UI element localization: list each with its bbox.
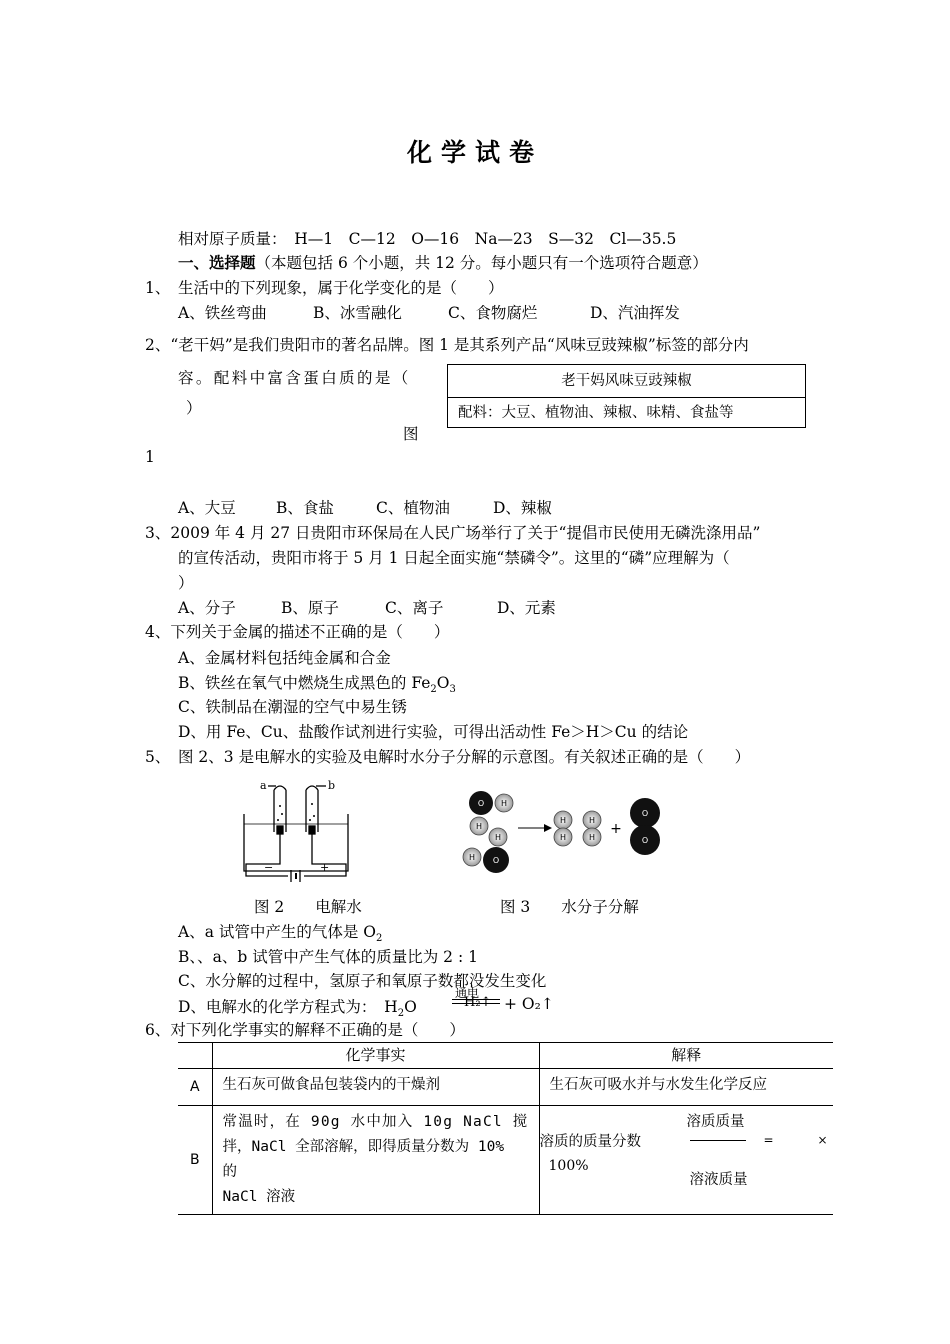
atom-o-4: O <box>641 836 649 845</box>
row-b-equals: = <box>763 1133 774 1147</box>
atomic-masses: 相对原子质量： H—1 C—12 O—16 Na—23 S—32 Cl—35.5 <box>178 230 677 248</box>
q2-option-c: C、植物油 <box>376 499 450 517</box>
atom-o-2: O <box>492 856 500 865</box>
row-b-explain-label: 溶质的质量分数 <box>539 1134 641 1150</box>
q5-option-a-text: A、a 试管中产生的气体是 O <box>178 923 376 941</box>
q3-line1: 3、2009 年 4 月 27 日贵阳市环保局在人民广场举行了关于“提倡市民使用无磷洗涤用品” <box>145 524 761 542</box>
q1-option-b: B、冰雪融化 <box>313 304 402 322</box>
q1-text: 生活中的下列现象，属于化学变化的是（ ） <box>178 279 504 297</box>
q4-option-d: D、用 Fe、Cu、盐酸作试剂进行实验，可得出活动性 Fe＞H＞Cu 的结论 <box>178 723 689 741</box>
section-note: （本题包括 6 个小题，共 12 分。每小题只有一个选项符合题意） <box>255 254 708 272</box>
fig2-label-a: a <box>260 779 267 792</box>
row-b-explain-denominator: 溶液质量 <box>689 1172 748 1188</box>
atom-h-6: H <box>559 833 567 842</box>
q5-option-c: C、水分解的过程中，氢原子和氧原子数都没发生变化 <box>178 972 547 990</box>
fig3-plus: + <box>610 821 622 837</box>
header-explain: 解释 <box>539 1043 833 1069</box>
q2-fig-number: 1 <box>145 448 155 466</box>
q3-option-c: C、离子 <box>385 599 444 617</box>
header-fact: 化学事实 <box>212 1043 539 1069</box>
q3-line2: 的宣传活动，贵阳市将于 5 月 1 日起全面实施“禁磷令”。这里的“磷”应理解为（ <box>178 549 730 567</box>
atom-h-4: H <box>468 853 476 862</box>
q1-option-c: C、食物腐烂 <box>448 304 538 322</box>
atom-h-3: H <box>494 833 502 842</box>
equation-rest: + O₂↑ <box>504 995 554 1013</box>
atom-h-8: H <box>588 833 596 842</box>
q4-option-b <box>178 671 456 695</box>
q4-option-a: A、金属材料包括纯金属和合金 <box>178 649 391 667</box>
row-b-fact <box>212 1106 539 1215</box>
q5-option-a <box>178 920 382 944</box>
q2-line2: 容。配料中富含蛋白质的是（ <box>178 369 411 387</box>
equation-condition: 通电 <box>455 986 480 1000</box>
row-b-fraction-bar <box>690 1140 746 1141</box>
row-b-key: B <box>178 1106 212 1215</box>
q5-option-d-o: O <box>404 998 417 1016</box>
row-a-explain: 生石灰可吸水并与水发生化学反应 <box>539 1069 833 1106</box>
fig3-caption: 图 3 水分子分解 <box>500 898 639 916</box>
fig2-minus: − <box>264 861 274 874</box>
q5-text: 图 2、3 是电解水的实验及电解时水分子分解的示意图。有关叙述正确的是（ ） <box>178 748 751 766</box>
q2-line3: ） <box>186 399 202 417</box>
row-b-explain <box>539 1106 833 1215</box>
atom-h-1: H <box>500 799 508 808</box>
q5-option-d-text: D、电解水的化学方程式为： H <box>178 998 398 1016</box>
row-b-explain-numerator: 溶质质量 <box>686 1114 745 1130</box>
table-row-a <box>178 1069 833 1106</box>
header-empty <box>178 1043 212 1069</box>
q2-line1: 2、“老干妈”是我们贵阳市的著名品牌。图 1 是其系列产品“风味豆豉辣椒”标签的部分内 <box>145 336 749 354</box>
q2-fig-label: 图 <box>403 425 419 443</box>
q5-number: 5、 <box>145 748 171 766</box>
q5-option-d <box>178 995 417 1019</box>
q3-option-d: D、元素 <box>497 599 556 617</box>
row-b-times: × <box>817 1133 828 1147</box>
q4-line1: 4、下列关于金属的描述不正确的是（ ） <box>145 623 450 641</box>
q4-sub-2: 2 <box>430 684 437 696</box>
atom-h-7: H <box>588 816 596 825</box>
row-b-fact-line4: NaCl 溶液 <box>222 1189 296 1205</box>
equation-h2: H₂↑ <box>464 995 492 1010</box>
q5-option-a-sub: 2 <box>376 933 383 945</box>
q4-option-b-o: O <box>436 674 450 692</box>
fig3-decomposition <box>458 788 668 880</box>
fig2-electrolysis <box>236 776 356 886</box>
q1-option-d: D、汽油挥发 <box>590 304 680 322</box>
row-a-fact: 生石灰可做食品包装袋内的干燥剂 <box>212 1069 539 1106</box>
q4-option-b-text: B、铁丝在氧气中燃烧生成黑色的 Fe <box>178 674 431 692</box>
q5-option-b: B、、a、b 试管中产生气体的质量比为 2 : 1 <box>178 948 478 966</box>
row-b-fact-line1: 常温时，在 90g 水中加入 10g NaCl 搅 <box>222 1114 529 1130</box>
row-b-fact-line2: 拌，NaCl 全部溶解，即得质量分数为 10% <box>222 1139 505 1155</box>
q2-option-b: B、食盐 <box>276 499 334 517</box>
product-label-ingredients: 配料：大豆、植物油、辣椒、味精、食盐等 <box>458 405 734 421</box>
atom-h-5: H <box>559 816 567 825</box>
product-label-title: 老干妈风味豆豉辣椒 <box>448 365 805 398</box>
atom-h-2: H <box>475 822 483 831</box>
q4-option-c: C、铁制品在潮湿的空气中易生锈 <box>178 698 407 716</box>
fig2-label-b: b <box>328 779 336 792</box>
row-b-fact-line3: 的 <box>222 1164 237 1180</box>
q6-line1: 6、对下列化学事实的解释不正确的是（ ） <box>145 1021 465 1039</box>
section-title: 一、选择题 <box>178 253 256 272</box>
q1-number: 1、 <box>145 279 171 297</box>
q2-option-d: D、辣椒 <box>493 499 552 517</box>
q3-line3: ） <box>178 574 194 592</box>
section-heading <box>178 251 708 273</box>
q2-option-a: A、大豆 <box>178 499 236 517</box>
atom-o-1: O <box>477 799 485 808</box>
table-header-row <box>178 1043 833 1069</box>
product-label-box <box>447 364 806 428</box>
fig2-caption: 图 2 电解水 <box>254 898 362 916</box>
q3-option-a: A、分子 <box>178 599 236 617</box>
facts-table <box>178 1042 833 1215</box>
row-b-explain-percent: 100% <box>548 1158 589 1174</box>
row-a-key: A <box>178 1069 212 1106</box>
q3-option-b: B、原子 <box>281 599 339 617</box>
q4-sub-3: 3 <box>449 684 456 696</box>
atom-o-3: O <box>641 809 649 818</box>
q5-option-d-sub: 2 <box>397 1008 405 1020</box>
fig2-plus: + <box>320 861 330 874</box>
q1-option-a: A、铁丝弯曲 <box>178 304 267 322</box>
page-title: 化学试卷 <box>406 138 543 167</box>
table-row-b <box>178 1106 833 1215</box>
